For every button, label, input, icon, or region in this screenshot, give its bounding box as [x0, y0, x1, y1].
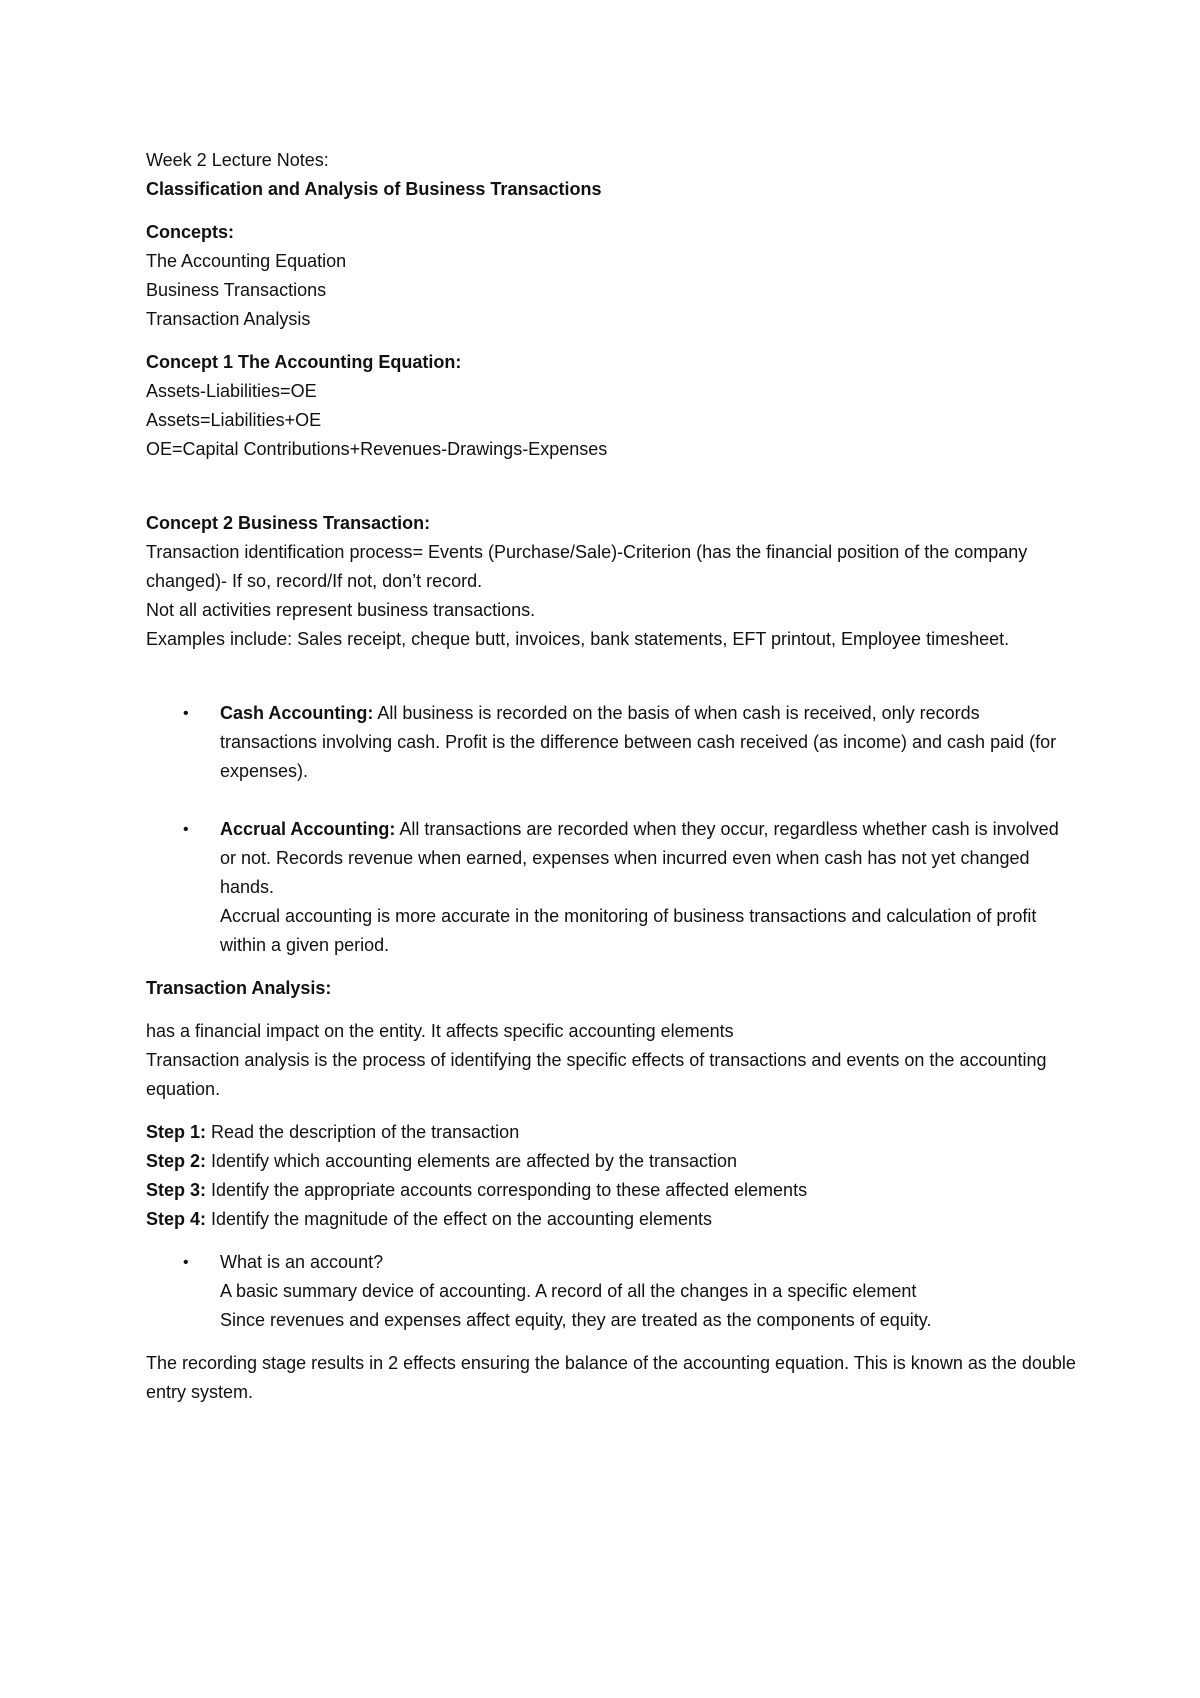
double-entry-paragraph: The recording stage results in 2 effects ensuring the balance of the accounting equation. This is known as the double entry system. [146, 1353, 1076, 1402]
account-equity-line: Since revenues and expenses affect equity, they are treated as the components of equity. [220, 1310, 932, 1330]
bullet-icon: • [183, 705, 189, 722]
step-text: Identify the magnitude of the effect on the accounting elements [206, 1209, 713, 1229]
transaction-analysis-heading: Transaction Analysis: [146, 978, 332, 998]
examples-paragraph: Examples include: Sales receipt, cheque butt, invoices, bank statements, EFT printout, Employee timesheet. [146, 629, 1010, 649]
concept-list-item: Business Transactions [146, 280, 327, 300]
concept-list-item: Transaction Analysis [146, 309, 311, 329]
account-definition-list [146, 1248, 1076, 1335]
step-line [146, 1205, 1076, 1234]
equation-line: OE=Capital Contributions+Revenues-Drawings-Expenses [146, 439, 608, 459]
list-item-cash-accounting [146, 699, 1076, 786]
step-line [146, 1118, 1076, 1147]
list-item-what-is-account [146, 1248, 1076, 1335]
bullet-text: All business is recorded on the basis of when cash is received, only records transactions involving cash. Profit is the difference between cash received (as income) and cash paid (for expenses). [220, 703, 1057, 781]
step-label: Step 4: [146, 1209, 207, 1229]
step-label: Step 2: [146, 1151, 207, 1171]
activities-paragraph: Not all activities represent business transactions. [146, 600, 536, 620]
equation-line: Assets=Liabilities+OE [146, 410, 322, 430]
concepts-heading: Concepts: [146, 222, 235, 242]
accounting-methods-list [146, 699, 1076, 960]
financial-impact-paragraph: has a financial impact on the entity. It affects specific accounting elements [146, 1021, 734, 1041]
concept-1-heading: Concept 1 The Accounting Equation: [146, 352, 462, 372]
bullet-term: Accrual Accounting: [220, 819, 396, 839]
step-text: Identify which accounting elements are affected by the transaction [206, 1151, 737, 1171]
bullet-extra-text: Accrual accounting is more accurate in the monitoring of business transactions and calculation of profit within a given period. [220, 906, 1037, 955]
bullet-icon: • [183, 1254, 189, 1271]
document-body [146, 146, 1076, 1407]
analysis-definition-paragraph: Transaction analysis is the process of identifying the specific effects of transactions and events on the accounting equation. [146, 1050, 1047, 1099]
step-label: Step 1: [146, 1122, 207, 1142]
step-text: Identify the appropriate accounts corresponding to these affected elements [206, 1180, 808, 1200]
concept-2-heading: Concept 2 Business Transaction: [146, 513, 431, 533]
account-question: What is an account? [220, 1252, 384, 1272]
bullet-text: All transactions are recorded when they occur, regardless whether cash is involved or not. Records revenue when earned, expenses when incurred even when cash has not yet changed hands. [220, 819, 1059, 897]
step-line [146, 1147, 1076, 1176]
step-text: Read the description of the transaction [206, 1122, 520, 1142]
equation-line: Assets-Liabilities=OE [146, 381, 317, 401]
account-definition-line: A basic summary device of accounting. A record of all the changes in a specific element [220, 1281, 917, 1301]
document-title: Classification and Analysis of Business Transactions [146, 179, 602, 199]
list-item-accrual-accounting [146, 815, 1076, 960]
step-line [146, 1176, 1076, 1205]
week-label: Week 2 Lecture Notes: [146, 150, 329, 170]
identification-paragraph: Transaction identification process= Events (Purchase/Sale)-Criterion (has the financial position of the company changed)- If so, record/If not, don’t record. [146, 542, 1028, 591]
bullet-term: Cash Accounting: [220, 703, 374, 723]
concept-list-item: The Accounting Equation [146, 251, 347, 271]
bullet-icon: • [183, 821, 189, 838]
step-label: Step 3: [146, 1180, 207, 1200]
